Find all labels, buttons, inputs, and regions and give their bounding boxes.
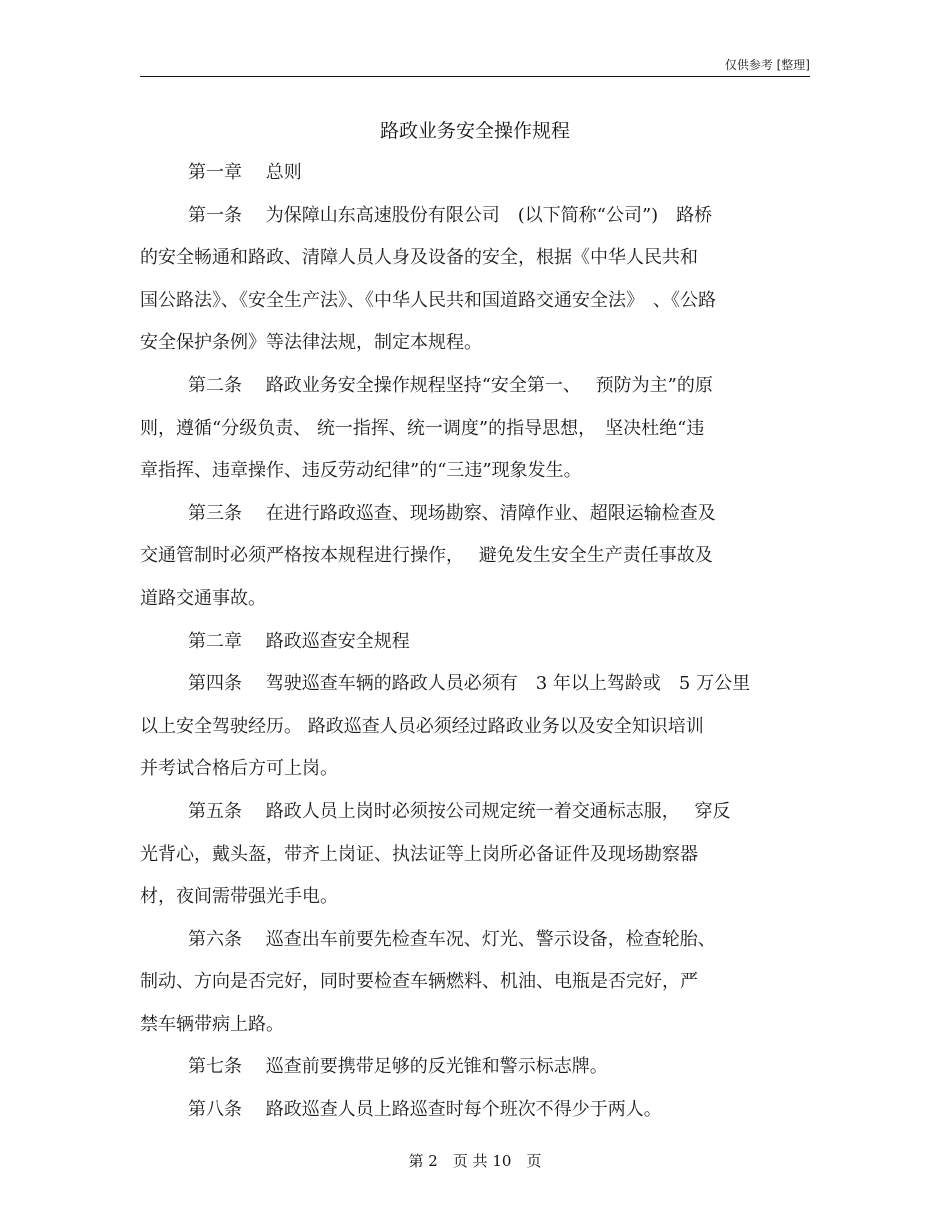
page-number-footer: 第 2 页 共 10 页 — [408, 1152, 542, 1170]
paragraph-line: 以上安全驾驶经历。 路政巡查人员必须经过路政业务以及安全知识培训 — [140, 715, 704, 737]
paragraph-line: 第一条 为保障山东高速股份有限公司 (以下简称“公司”) 路桥 — [188, 204, 713, 226]
article-paragraph — [140, 1089, 810, 1132]
paragraph-line: 第三条 在进行路政巡查、现场勘察、清障作业、超限运输检查及 — [188, 502, 716, 524]
paragraph-line: 交通管制时必须严格按本规程进行操作， 避免发生安全生产责任事故及 — [140, 545, 713, 567]
paragraph-line: 第二条 路政业务安全操作规程坚持“安全第一、 预防为主”的原 — [188, 374, 713, 396]
article-paragraph — [140, 1046, 810, 1089]
paragraph-line: 制动、方向是否完好，同时要检查车辆燃料、机油、电瓶是否完好，严 — [140, 971, 698, 993]
article-paragraph — [140, 919, 810, 1047]
header-rule — [140, 76, 810, 77]
article-paragraph — [140, 195, 810, 365]
paragraph-line: 第五条 路政人员上岗时必须按公司规定统一着交通标志服， 穿反 — [188, 800, 731, 822]
chapter-heading: 第一章 总则 — [188, 162, 302, 183]
paragraph-line: 禁车辆带病上路。 — [140, 1013, 284, 1035]
paragraph-line: 材，夜间需带强光手电。 — [140, 886, 338, 908]
paragraph-line: 第四条 驾驶巡查车辆的路政人员必须有 3 年以上驾龄或 5 万公里 — [188, 673, 751, 695]
paragraph-line: 安全保护条例》等法律法规，制定本规程。 — [140, 332, 482, 354]
paragraph-line: 并考试合格后方可上岗。 — [140, 758, 338, 780]
paragraph-line: 第七条 巡查前要携带足够的反光锥和警示标志牌。 — [188, 1056, 608, 1078]
paragraph-line: 则，遵循“分级负责、 统一指挥、统一调度”的指导思想， 坚决杜绝“违 — [140, 417, 705, 439]
paragraph-line: 第八条 路政巡查人员上路巡查时每个班次不得少于两人。 — [188, 1099, 662, 1121]
paragraph-line: 的安全畅通和路政、清障人员人身及设备的安全，根据《中华人民共和 — [140, 247, 698, 269]
article-paragraph — [140, 663, 810, 791]
chapter-heading: 第二章 路政巡查安全规程 — [188, 630, 410, 652]
article-paragraph — [140, 365, 810, 493]
paragraph-line: 章指挥、违章操作、违反劳动纪律”的“三违”现象发生。 — [140, 460, 582, 482]
paragraph-line: 道路交通事故。 — [140, 587, 266, 609]
document-body — [140, 152, 810, 1132]
paragraph-line: 第六条 巡查出车前要先检查车况、灯光、警示设备，检查轮胎、 — [188, 928, 716, 950]
document-title: 路政业务安全操作规程 — [379, 120, 570, 142]
paragraph-line: 光背心，戴头盔，带齐上岗证、执法证等上岗所必备证件及现场勘察器 — [140, 843, 698, 865]
paragraph-line: 国公路法》、《安全生产法》、《中华人民共和国道路交通安全法》 、《公路 — [140, 289, 716, 311]
header-note: 仅供参考 [整理] — [724, 58, 810, 72]
article-paragraph — [140, 493, 810, 621]
article-paragraph — [140, 791, 810, 919]
